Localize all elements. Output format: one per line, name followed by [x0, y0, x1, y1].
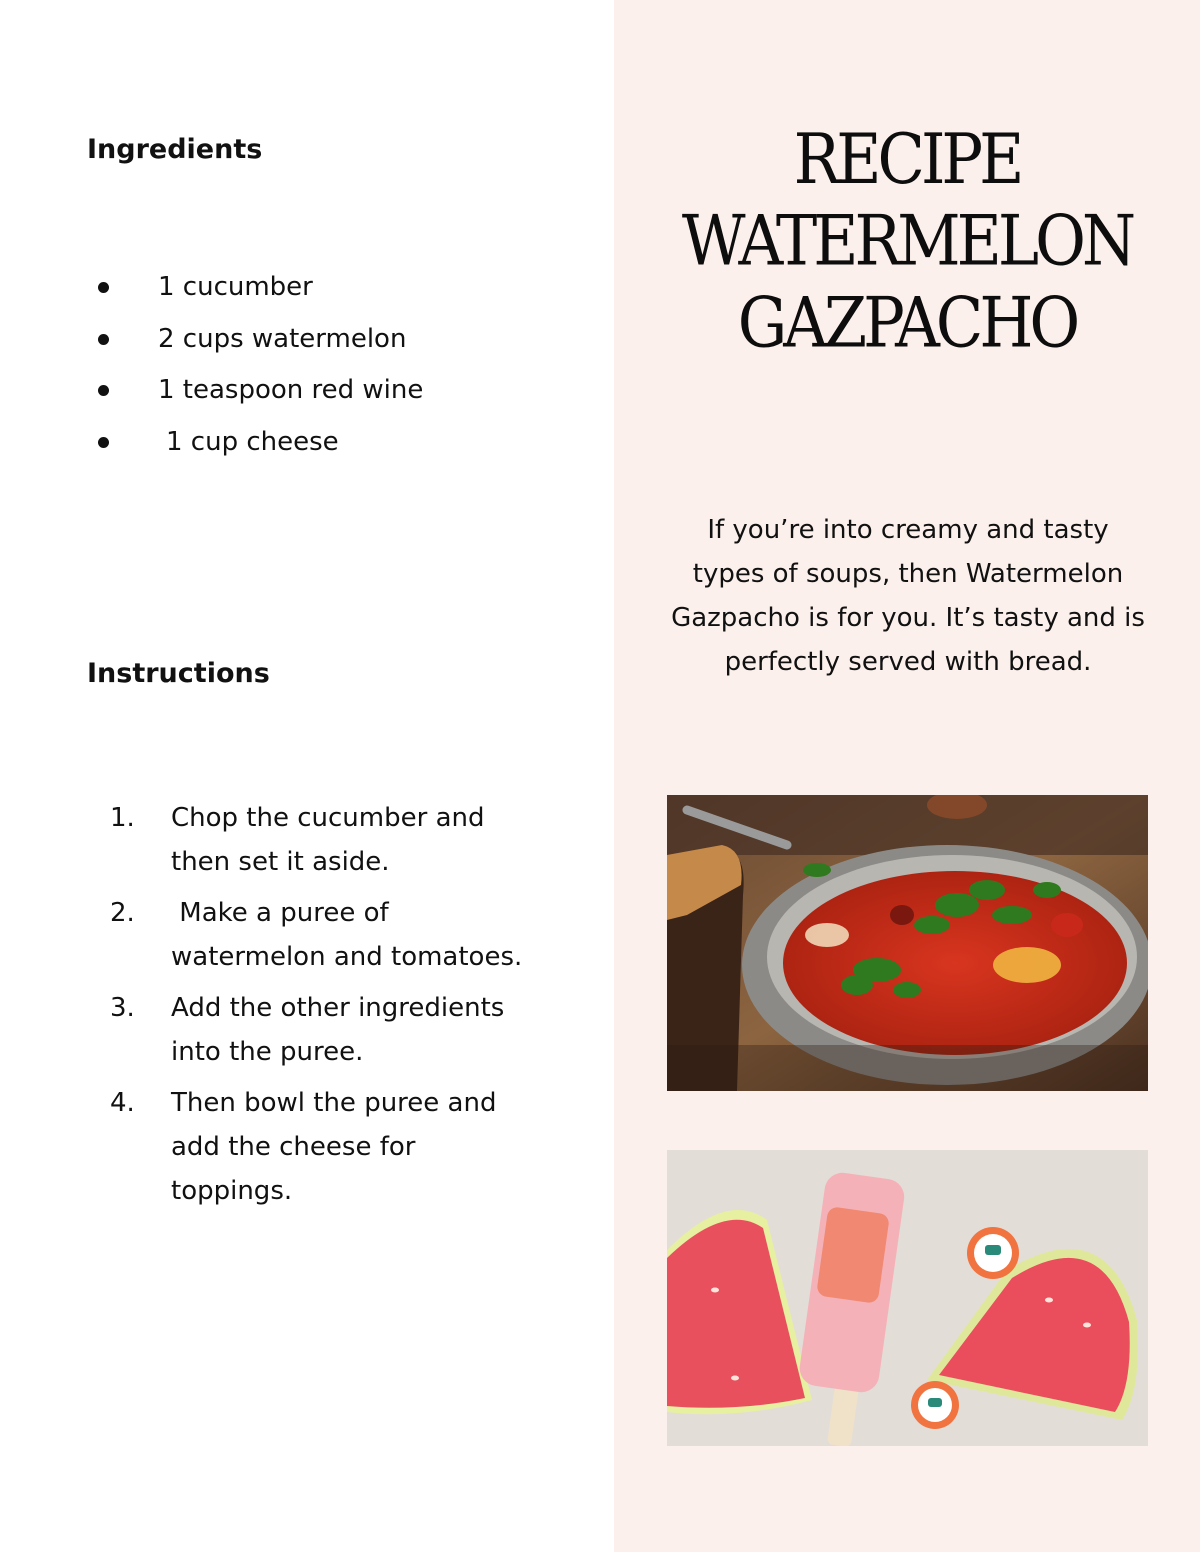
bullet-icon	[98, 334, 109, 345]
list-item	[110, 986, 540, 1074]
ingredients-list	[88, 262, 423, 468]
step-text: Chop the cucumber and then set it aside.	[171, 803, 485, 877]
title-line: RECIPE	[793, 118, 1021, 200]
title-line: WATERMELON	[681, 199, 1133, 282]
list-item: 1 cucumber	[88, 262, 423, 314]
step-number: 3.	[110, 993, 135, 1023]
bullet-icon	[98, 385, 109, 396]
gazpacho-photo	[667, 795, 1148, 1091]
watermelon-popsicle-photo	[667, 1150, 1148, 1446]
list-item: 2 cups watermelon	[88, 314, 423, 366]
title-line: GAZPACHO	[737, 281, 1077, 364]
step-text: Make a puree of watermelon and tomatoes.	[171, 898, 523, 972]
list-item	[110, 796, 540, 884]
bullet-icon	[98, 437, 109, 448]
list-item: 1 cup cheese	[88, 417, 423, 469]
list-item	[110, 1081, 540, 1213]
instructions-heading: Instructions	[87, 658, 270, 689]
gazpacho-image	[667, 795, 1148, 1091]
list-item	[110, 891, 540, 979]
step-number: 2.	[110, 898, 135, 928]
step-number: 1.	[110, 803, 135, 833]
step-number: 4.	[110, 1088, 135, 1118]
ingredients-heading: Ingredients	[87, 134, 263, 165]
list-item: 1 teaspoon red wine	[88, 365, 423, 417]
instructions-list	[110, 796, 540, 1220]
bullet-icon	[98, 282, 109, 293]
watermelon-popsicle-image	[667, 1150, 1148, 1446]
step-text: Then bowl the puree and add the cheese for toppings.	[171, 1088, 497, 1206]
step-text: Add the other ingredients into the puree.	[171, 993, 505, 1067]
recipe-title	[614, 118, 1200, 363]
intro-text: If you’re into creamy and tasty types of soups, then Watermelon Gazpacho is for you. It’s tasty and is perfectly served with bread.	[671, 515, 1145, 677]
